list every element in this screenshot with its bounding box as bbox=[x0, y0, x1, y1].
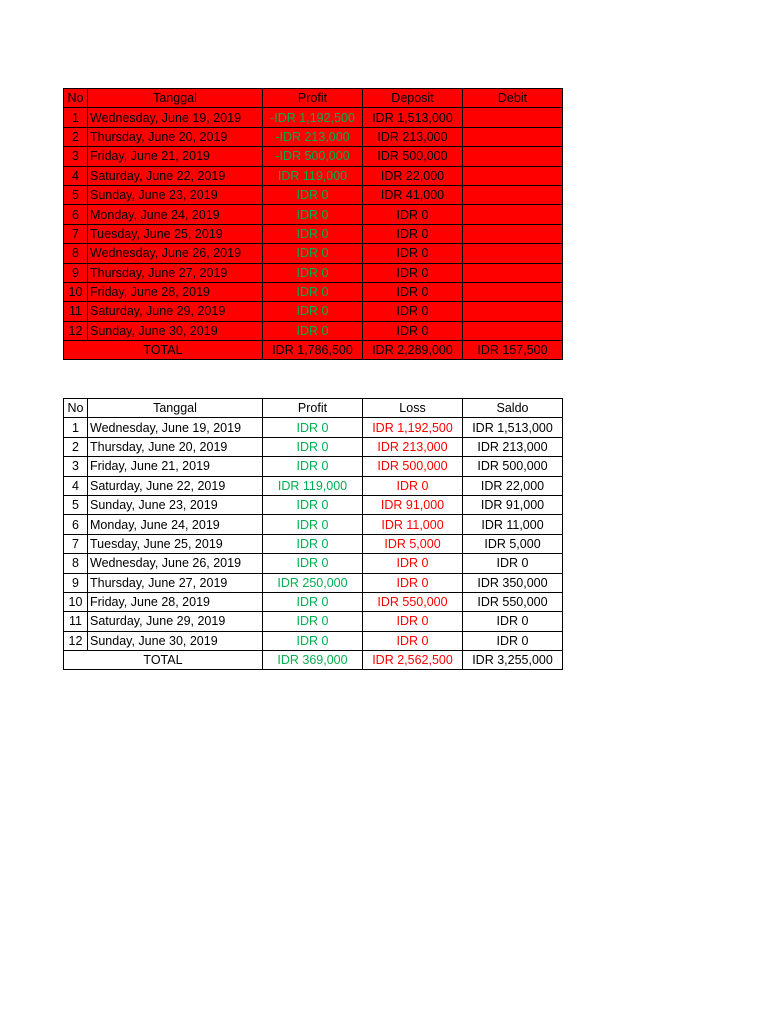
cell-profit[interactable]: IDR 0 bbox=[263, 263, 363, 282]
table-row bbox=[64, 554, 563, 573]
cell-saldo[interactable]: IDR 22,000 bbox=[463, 476, 563, 495]
header-deposit[interactable]: Deposit bbox=[363, 89, 463, 108]
cell-tanggal[interactable]: Friday, June 21, 2019 bbox=[88, 457, 263, 476]
cell-profit[interactable]: IDR 0 bbox=[263, 515, 363, 534]
cell-deposit[interactable]: IDR 1,513,000 bbox=[363, 108, 463, 127]
cell-no[interactable]: 2 bbox=[64, 127, 88, 146]
cell-loss[interactable]: IDR 550,000 bbox=[363, 592, 463, 611]
cell-no[interactable]: 5 bbox=[64, 185, 88, 204]
cell-debit[interactable] bbox=[463, 205, 563, 224]
cell-profit[interactable]: IDR 0 bbox=[263, 205, 363, 224]
table-row bbox=[64, 166, 563, 185]
header-tanggal[interactable]: Tanggal bbox=[88, 399, 263, 418]
cell-no[interactable]: 3 bbox=[64, 457, 88, 476]
cell-tanggal[interactable]: Wednesday, June 19, 2019 bbox=[88, 418, 263, 437]
cell-loss[interactable]: IDR 0 bbox=[363, 554, 463, 573]
table-row bbox=[64, 631, 563, 650]
cell-no[interactable]: 6 bbox=[64, 205, 88, 224]
cell-no[interactable]: 11 bbox=[64, 302, 88, 321]
cell-debit[interactable] bbox=[463, 321, 563, 340]
cell-profit[interactable]: IDR 0 bbox=[263, 592, 363, 611]
cell-loss[interactable]: IDR 500,000 bbox=[363, 457, 463, 476]
table-header-row bbox=[64, 89, 563, 108]
table-row bbox=[64, 205, 563, 224]
cell-loss[interactable]: IDR 0 bbox=[363, 631, 463, 650]
cell-profit[interactable]: IDR 0 bbox=[263, 631, 363, 650]
table-row bbox=[64, 418, 563, 437]
header-saldo[interactable]: Saldo bbox=[463, 399, 563, 418]
header-profit[interactable]: Profit bbox=[263, 399, 363, 418]
cell-saldo[interactable]: IDR 213,000 bbox=[463, 437, 563, 456]
cell-profit[interactable]: IDR 119,000 bbox=[263, 476, 363, 495]
cell-saldo[interactable]: IDR 5,000 bbox=[463, 534, 563, 553]
cell-tanggal[interactable]: Wednesday, June 26, 2019 bbox=[88, 554, 263, 573]
cell-debit[interactable] bbox=[463, 302, 563, 321]
cell-deposit[interactable]: IDR 0 bbox=[363, 282, 463, 301]
cell-tanggal[interactable]: Thursday, June 20, 2019 bbox=[88, 437, 263, 456]
cell-saldo[interactable]: IDR 1,513,000 bbox=[463, 418, 563, 437]
cell-tanggal[interactable]: Friday, June 28, 2019 bbox=[88, 592, 263, 611]
cell-tanggal[interactable]: Saturday, June 22, 2019 bbox=[88, 476, 263, 495]
cell-no[interactable]: 12 bbox=[64, 321, 88, 340]
cell-deposit[interactable]: IDR 22,000 bbox=[363, 166, 463, 185]
cell-deposit[interactable]: IDR 0 bbox=[363, 302, 463, 321]
cell-profit[interactable]: IDR 119,000 bbox=[263, 166, 363, 185]
cell-profit[interactable]: IDR 0 bbox=[263, 224, 363, 243]
cell-debit[interactable] bbox=[463, 166, 563, 185]
cell-loss[interactable]: IDR 0 bbox=[363, 476, 463, 495]
cell-loss[interactable]: IDR 213,000 bbox=[363, 437, 463, 456]
cell-no[interactable]: 8 bbox=[64, 554, 88, 573]
cell-deposit[interactable]: IDR 0 bbox=[363, 321, 463, 340]
table-row bbox=[64, 612, 563, 631]
cell-tanggal[interactable]: Tuesday, June 25, 2019 bbox=[88, 534, 263, 553]
cell-profit[interactable]: IDR 0 bbox=[263, 282, 363, 301]
cell-profit[interactable]: IDR 0 bbox=[263, 418, 363, 437]
table-row bbox=[64, 282, 563, 301]
cell-saldo[interactable]: IDR 350,000 bbox=[463, 573, 563, 592]
table-header-row bbox=[64, 399, 563, 418]
cell-tanggal[interactable]: Wednesday, June 26, 2019 bbox=[88, 244, 263, 263]
profit-loss-table bbox=[63, 398, 563, 670]
cell-no[interactable]: 2 bbox=[64, 437, 88, 456]
cell-profit[interactable]: IDR 0 bbox=[263, 185, 363, 204]
header-tanggal[interactable]: Tanggal bbox=[88, 89, 263, 108]
cell-no[interactable]: 7 bbox=[64, 224, 88, 243]
cell-profit[interactable]: -IDR 213,000 bbox=[263, 127, 363, 146]
cell-loss[interactable]: IDR 11,000 bbox=[363, 515, 463, 534]
header-profit[interactable]: Profit bbox=[263, 89, 363, 108]
cell-debit[interactable] bbox=[463, 147, 563, 166]
cell-deposit[interactable]: IDR 41,000 bbox=[363, 185, 463, 204]
total-deposit[interactable]: IDR 2,289,000 bbox=[363, 341, 463, 360]
header-debit[interactable]: Debit bbox=[463, 89, 563, 108]
cell-profit[interactable]: -IDR 500,000 bbox=[263, 147, 363, 166]
cell-saldo[interactable]: IDR 550,000 bbox=[463, 592, 563, 611]
cell-profit[interactable]: IDR 0 bbox=[263, 554, 363, 573]
table-row bbox=[64, 108, 563, 127]
cell-profit[interactable]: IDR 0 bbox=[263, 457, 363, 476]
cell-profit[interactable]: IDR 0 bbox=[263, 612, 363, 631]
table-row bbox=[64, 457, 563, 476]
cell-loss[interactable]: IDR 0 bbox=[363, 573, 463, 592]
cell-no[interactable]: 10 bbox=[64, 592, 88, 611]
cell-profit[interactable]: IDR 0 bbox=[263, 302, 363, 321]
table-row bbox=[64, 437, 563, 456]
table-row bbox=[64, 592, 563, 611]
header-no[interactable]: No bbox=[64, 399, 88, 418]
cell-tanggal[interactable]: Sunday, June 30, 2019 bbox=[88, 321, 263, 340]
cell-tanggal[interactable]: Monday, June 24, 2019 bbox=[88, 205, 263, 224]
total-saldo[interactable]: IDR 3,255,000 bbox=[463, 651, 563, 670]
total-profit[interactable]: IDR 1,786,500 bbox=[263, 341, 363, 360]
deposit-debit-table bbox=[63, 88, 563, 360]
table-row bbox=[64, 224, 563, 243]
cell-profit[interactable]: IDR 0 bbox=[263, 534, 363, 553]
table-row bbox=[64, 476, 563, 495]
cell-tanggal[interactable]: Wednesday, June 19, 2019 bbox=[88, 108, 263, 127]
table-row bbox=[64, 147, 563, 166]
cell-no[interactable]: 9 bbox=[64, 573, 88, 592]
table-row bbox=[64, 244, 563, 263]
cell-tanggal[interactable]: Friday, June 28, 2019 bbox=[88, 282, 263, 301]
cell-loss[interactable]: IDR 0 bbox=[363, 612, 463, 631]
cell-no[interactable]: 12 bbox=[64, 631, 88, 650]
cell-profit[interactable]: -IDR 1,192,500 bbox=[263, 108, 363, 127]
cell-loss[interactable]: IDR 5,000 bbox=[363, 534, 463, 553]
cell-no[interactable]: 11 bbox=[64, 612, 88, 631]
table-row bbox=[64, 263, 563, 282]
total-row bbox=[64, 651, 563, 670]
cell-deposit[interactable]: IDR 0 bbox=[363, 224, 463, 243]
cell-tanggal[interactable]: Thursday, June 27, 2019 bbox=[88, 573, 263, 592]
cell-debit[interactable] bbox=[463, 224, 563, 243]
cell-saldo[interactable]: IDR 11,000 bbox=[463, 515, 563, 534]
cell-debit[interactable] bbox=[463, 185, 563, 204]
cell-tanggal[interactable]: Friday, June 21, 2019 bbox=[88, 147, 263, 166]
table-row bbox=[64, 127, 563, 146]
cell-deposit[interactable]: IDR 213,000 bbox=[363, 127, 463, 146]
total-label[interactable]: TOTAL bbox=[64, 341, 263, 360]
cell-tanggal[interactable]: Saturday, June 29, 2019 bbox=[88, 612, 263, 631]
cell-profit[interactable]: IDR 0 bbox=[263, 495, 363, 514]
cell-deposit[interactable]: IDR 500,000 bbox=[363, 147, 463, 166]
cell-no[interactable]: 1 bbox=[64, 108, 88, 127]
table-row bbox=[64, 495, 563, 514]
table-row bbox=[64, 573, 563, 592]
cell-tanggal[interactable]: Sunday, June 23, 2019 bbox=[88, 185, 263, 204]
total-loss[interactable]: IDR 2,562,500 bbox=[363, 651, 463, 670]
header-no[interactable]: No bbox=[64, 89, 88, 108]
cell-deposit[interactable]: IDR 0 bbox=[363, 244, 463, 263]
cell-profit[interactable]: IDR 0 bbox=[263, 437, 363, 456]
cell-debit[interactable] bbox=[463, 127, 563, 146]
total-profit[interactable]: IDR 369,000 bbox=[263, 651, 363, 670]
total-label[interactable]: TOTAL bbox=[64, 651, 263, 670]
cell-debit[interactable] bbox=[463, 263, 563, 282]
cell-deposit[interactable]: IDR 0 bbox=[363, 263, 463, 282]
table-row bbox=[64, 515, 563, 534]
cell-tanggal[interactable]: Thursday, June 20, 2019 bbox=[88, 127, 263, 146]
cell-tanggal[interactable]: Thursday, June 27, 2019 bbox=[88, 263, 263, 282]
cell-no[interactable]: 4 bbox=[64, 166, 88, 185]
cell-saldo[interactable]: IDR 0 bbox=[463, 612, 563, 631]
cell-debit[interactable] bbox=[463, 244, 563, 263]
table-row bbox=[64, 185, 563, 204]
cell-debit[interactable] bbox=[463, 282, 563, 301]
cell-tanggal[interactable]: Sunday, June 23, 2019 bbox=[88, 495, 263, 514]
cell-tanggal[interactable]: Saturday, June 29, 2019 bbox=[88, 302, 263, 321]
table-row bbox=[64, 534, 563, 553]
header-loss[interactable]: Loss bbox=[363, 399, 463, 418]
cell-deposit[interactable]: IDR 0 bbox=[363, 205, 463, 224]
table-row bbox=[64, 321, 563, 340]
cell-saldo[interactable]: IDR 500,000 bbox=[463, 457, 563, 476]
cell-no[interactable]: 7 bbox=[64, 534, 88, 553]
cell-loss[interactable]: IDR 1,192,500 bbox=[363, 418, 463, 437]
cell-profit[interactable]: IDR 0 bbox=[263, 244, 363, 263]
cell-no[interactable]: 4 bbox=[64, 476, 88, 495]
total-row bbox=[64, 341, 563, 360]
cell-no[interactable]: 5 bbox=[64, 495, 88, 514]
cell-tanggal[interactable]: Tuesday, June 25, 2019 bbox=[88, 224, 263, 243]
cell-tanggal[interactable]: Sunday, June 30, 2019 bbox=[88, 631, 263, 650]
cell-no[interactable]: 10 bbox=[64, 282, 88, 301]
cell-debit[interactable] bbox=[463, 108, 563, 127]
cell-saldo[interactable]: IDR 0 bbox=[463, 554, 563, 573]
cell-tanggal[interactable]: Saturday, June 22, 2019 bbox=[88, 166, 263, 185]
cell-tanggal[interactable]: Monday, June 24, 2019 bbox=[88, 515, 263, 534]
cell-loss[interactable]: IDR 91,000 bbox=[363, 495, 463, 514]
cell-saldo[interactable]: IDR 91,000 bbox=[463, 495, 563, 514]
cell-no[interactable]: 3 bbox=[64, 147, 88, 166]
cell-no[interactable]: 1 bbox=[64, 418, 88, 437]
total-debit[interactable]: IDR 157,500 bbox=[463, 341, 563, 360]
cell-no[interactable]: 6 bbox=[64, 515, 88, 534]
cell-profit[interactable]: IDR 0 bbox=[263, 321, 363, 340]
cell-saldo[interactable]: IDR 0 bbox=[463, 631, 563, 650]
table-row bbox=[64, 302, 563, 321]
cell-no[interactable]: 8 bbox=[64, 244, 88, 263]
cell-profit[interactable]: IDR 250,000 bbox=[263, 573, 363, 592]
cell-no[interactable]: 9 bbox=[64, 263, 88, 282]
